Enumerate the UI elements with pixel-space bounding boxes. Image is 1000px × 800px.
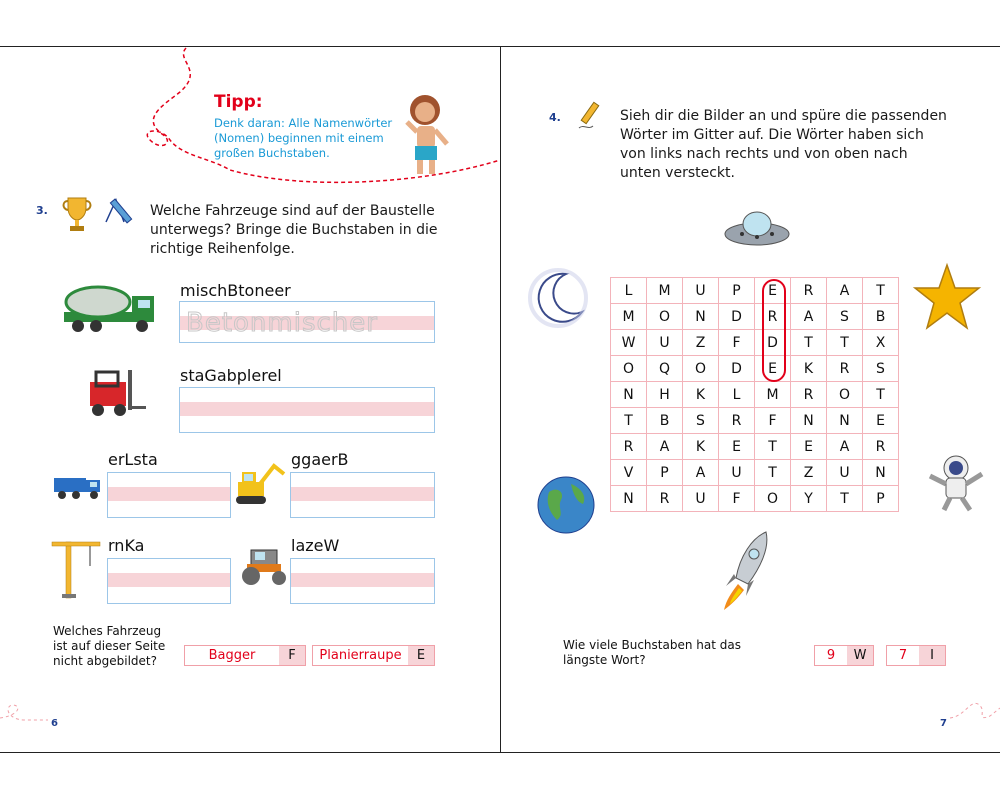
trophy-icon	[60, 194, 94, 234]
grid-cell[interactable]: R	[611, 434, 647, 460]
rocket-icon	[718, 528, 780, 614]
grid-cell[interactable]: T	[863, 382, 899, 408]
grid-row	[611, 278, 899, 304]
moon-icon	[528, 268, 588, 328]
answer-line-2[interactable]	[179, 387, 435, 433]
answer-line-6[interactable]	[290, 558, 435, 604]
grid-cell[interactable]: F	[719, 486, 755, 512]
tipp-title: Tipp:	[214, 92, 263, 112]
answer-option-9[interactable]	[814, 645, 874, 666]
answer-line-3[interactable]	[107, 472, 231, 518]
grid-cell[interactable]: R	[791, 278, 827, 304]
scrambled-word-2: staGabplerel	[180, 366, 282, 385]
grid-cell[interactable]: R	[647, 486, 683, 512]
grid-cell[interactable]: N	[683, 304, 719, 330]
task4-instruction: Sieh dir die Bilder an und spüre die passenden Wörter im Gitter auf. Die Wörter haben sich von links nach rechts und von oben nach unten versteckt.	[620, 108, 947, 181]
pencil-writing-icon	[102, 194, 136, 228]
grid-cell[interactable]: S	[863, 356, 899, 382]
grid-cell[interactable]: N	[791, 408, 827, 434]
grid-cell[interactable]: N	[863, 460, 899, 486]
grid-row	[611, 304, 899, 330]
traced-example-answer: Betonmischer	[186, 308, 378, 338]
grid-cell[interactable]: E	[755, 356, 791, 382]
answer-line-band	[108, 573, 230, 587]
road-roller-icon	[237, 542, 291, 588]
grid-cell[interactable]: T	[755, 434, 791, 460]
scrambled-word-1: mischBtoneer	[180, 281, 291, 300]
word-search-grid	[610, 277, 899, 512]
grid-cell[interactable]: W	[611, 330, 647, 356]
grid-cell[interactable]: L	[719, 382, 755, 408]
grid-cell[interactable]: T	[791, 330, 827, 356]
answer-option-letter: W	[847, 646, 873, 665]
grid-cell[interactable]: D	[755, 330, 791, 356]
grid-cell[interactable]: O	[827, 382, 863, 408]
grid-cell[interactable]: T	[611, 408, 647, 434]
grid-cell[interactable]: B	[647, 408, 683, 434]
grid-cell[interactable]: U	[683, 486, 719, 512]
grid-cell[interactable]: O	[611, 356, 647, 382]
grid-cell[interactable]: D	[719, 356, 755, 382]
grid-cell[interactable]: M	[755, 382, 791, 408]
grid-cell[interactable]: T	[827, 330, 863, 356]
dump-truck-icon	[52, 474, 104, 502]
grid-row	[611, 434, 899, 460]
grid-cell[interactable]: H	[647, 382, 683, 408]
answer-line-band	[291, 487, 434, 501]
right-question-text: Wie viele Buchstaben hat das längste Wort?	[563, 638, 741, 667]
grid-cell[interactable]: A	[683, 460, 719, 486]
star-icon	[912, 262, 982, 332]
grid-cell[interactable]: O	[755, 486, 791, 512]
grid-cell[interactable]: N	[611, 486, 647, 512]
grid-cell[interactable]: B	[863, 304, 899, 330]
crane-icon	[50, 534, 102, 600]
grid-row	[611, 382, 899, 408]
scrambled-word-4: ggaerB	[291, 450, 349, 469]
grid-cell[interactable]: S	[683, 408, 719, 434]
grid-cell[interactable]: U	[827, 460, 863, 486]
grid-cell[interactable]: M	[611, 304, 647, 330]
answer-line-4[interactable]	[290, 472, 435, 518]
grid-cell[interactable]: A	[827, 278, 863, 304]
scrambled-word-3: erLsta	[108, 450, 158, 469]
grid-cell[interactable]: O	[647, 304, 683, 330]
answer-option-letter: I	[919, 646, 945, 665]
grid-cell[interactable]: K	[683, 382, 719, 408]
tipp-text: Denk daran: Alle Namenwörter (Nomen) beginnen mit einem großen Buchstaben.	[214, 116, 393, 160]
grid-cell[interactable]: P	[719, 278, 755, 304]
grid-row	[611, 460, 899, 486]
answer-option-label: 7	[898, 648, 908, 663]
grid-cell[interactable]: E	[755, 278, 791, 304]
answer-option-letter: E	[408, 646, 434, 665]
grid-cell[interactable]: E	[863, 408, 899, 434]
grid-cell[interactable]: E	[719, 434, 755, 460]
grid-row	[611, 486, 899, 512]
grid-cell[interactable]: R	[791, 382, 827, 408]
grid-cell[interactable]: V	[611, 460, 647, 486]
answer-line-band	[291, 573, 434, 587]
grid-cell[interactable]: O	[683, 356, 719, 382]
answer-option-label: Planierraupe	[319, 648, 402, 663]
answer-option-letter: F	[279, 646, 305, 665]
cement-mixer-truck-icon	[60, 282, 160, 342]
scrambled-word-5: rnKa	[108, 536, 145, 555]
grid-cell[interactable]: R	[755, 304, 791, 330]
excavator-icon	[234, 460, 288, 508]
page-number-left: 6	[51, 718, 58, 729]
grid-cell[interactable]: U	[647, 330, 683, 356]
left-question-text: Welches Fahrzeug ist auf dieser Seite nicht abgebildet?	[53, 624, 166, 668]
grid-cell[interactable]: P	[863, 486, 899, 512]
answer-option-planierraupe[interactable]	[312, 645, 435, 666]
grid-cell[interactable]: P	[647, 460, 683, 486]
answer-option-label: 9	[826, 648, 836, 663]
grid-cell[interactable]: T	[827, 486, 863, 512]
answer-option-bagger[interactable]	[184, 645, 306, 666]
page-number-right: 7	[940, 718, 947, 729]
grid-cell[interactable]: A	[827, 434, 863, 460]
task-number: 3.	[36, 204, 48, 217]
grid-row	[611, 408, 899, 434]
task3-instruction: Welche Fahrzeuge sind auf der Baustelle unterwegs? Bringe die Buchstaben in die richtige Reihenfolge.	[150, 203, 438, 257]
pencil-icon	[575, 100, 605, 134]
grid-cell[interactable]: M	[647, 278, 683, 304]
grid-cell[interactable]: N	[827, 408, 863, 434]
ufo-icon	[722, 204, 792, 256]
grid-cell[interactable]: T	[863, 278, 899, 304]
scrambled-word-6: lazeW	[291, 536, 340, 555]
grid-cell[interactable]: Q	[647, 356, 683, 382]
grid-cell[interactable]: X	[863, 330, 899, 356]
grid-cell[interactable]: S	[827, 304, 863, 330]
grid-cell[interactable]: Z	[791, 460, 827, 486]
answer-line-band	[180, 402, 434, 416]
grid-cell[interactable]: Z	[683, 330, 719, 356]
grid-cell[interactable]: T	[755, 460, 791, 486]
task-number: 4.	[549, 111, 561, 124]
grid-cell[interactable]: D	[719, 304, 755, 330]
grid-cell[interactable]: L	[611, 278, 647, 304]
forklift-icon	[82, 368, 148, 418]
answer-line-1[interactable]	[179, 301, 435, 343]
grid-cell[interactable]: E	[791, 434, 827, 460]
grid-cell[interactable]: K	[683, 434, 719, 460]
grid-cell[interactable]: F	[719, 330, 755, 356]
grid-row	[611, 330, 899, 356]
grid-cell[interactable]: Y	[791, 486, 827, 512]
grid-row	[611, 356, 899, 382]
grid-cell[interactable]: R	[719, 408, 755, 434]
grid-cell[interactable]: N	[611, 382, 647, 408]
found-word-highlight	[762, 279, 786, 382]
earth-icon	[535, 474, 597, 536]
answer-option-7[interactable]	[886, 645, 946, 666]
answer-line-band	[108, 487, 230, 501]
answer-line-5[interactable]	[107, 558, 231, 604]
grid-cell[interactable]: R	[827, 356, 863, 382]
grid-cell[interactable]: U	[719, 460, 755, 486]
answer-option-label: Bagger	[208, 648, 256, 663]
grid-cell[interactable]: U	[683, 278, 719, 304]
grid-cell[interactable]: R	[863, 434, 899, 460]
grid-cell[interactable]: A	[791, 304, 827, 330]
boy-character-icon	[397, 92, 459, 180]
grid-cell[interactable]: A	[647, 434, 683, 460]
grid-cell[interactable]: F	[755, 408, 791, 434]
grid-cell[interactable]: K	[791, 356, 827, 382]
astronaut-icon	[922, 452, 988, 514]
